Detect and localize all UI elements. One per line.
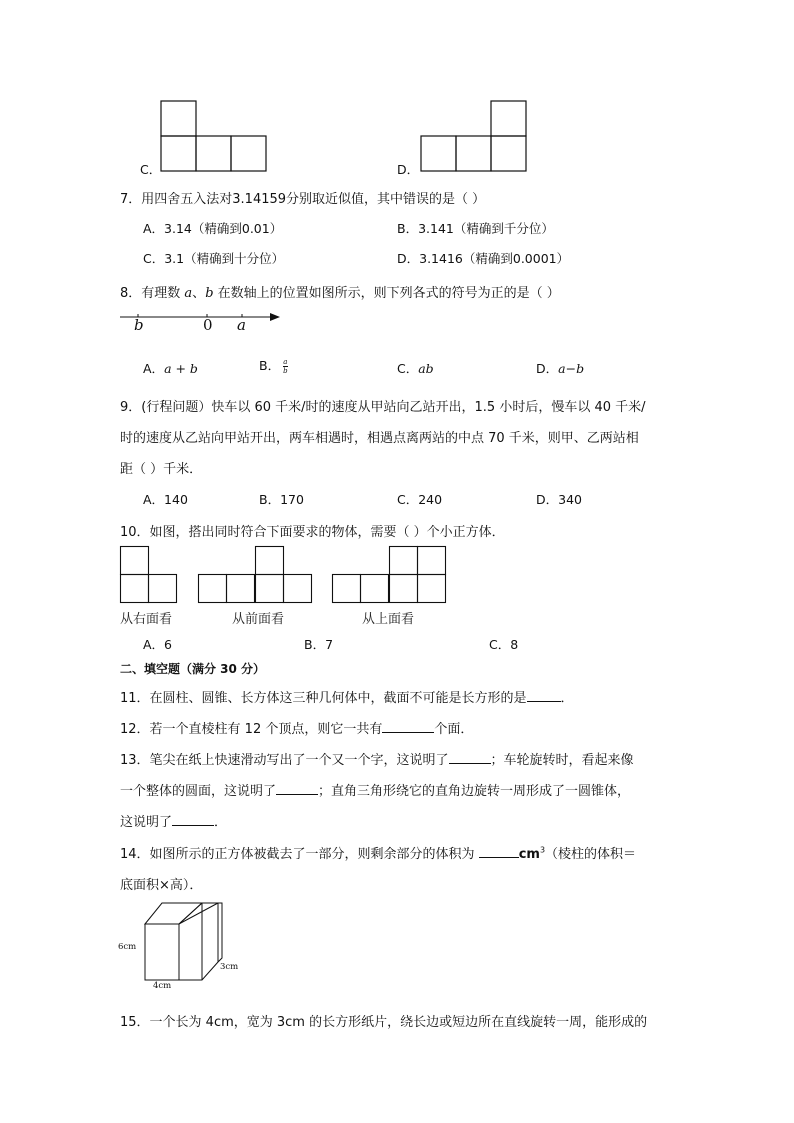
- q9-line-3: 距（ ）千米．: [120, 462, 203, 477]
- q9-option-d: D．340: [536, 492, 582, 507]
- q13-line-3: 这说明了 ．: [120, 815, 228, 830]
- q6-option-d-figure: [420, 100, 530, 172]
- answer-blank[interactable]: [449, 751, 491, 764]
- q7-option-d: D．3.1416（精确到0.0001）: [397, 251, 570, 266]
- number-line-arrow-icon: [270, 313, 280, 321]
- q9-line-2: 时的速度从乙站向甲站开出，两车相遇时，相遇点离两站的中点 70 千米，则甲、乙两站相: [120, 431, 639, 446]
- q10-stem: 10．如图，搭出同时符合下面要求的物体，需要（ ）个小正方体．: [120, 525, 505, 540]
- answer-blank[interactable]: [479, 845, 519, 858]
- q14-line-1: 14．如图所示的正方体被截去了一部分，则剩余部分的体积为 $cm^3$（棱柱的体积＝: [120, 845, 637, 862]
- q9-line-1: 9．(行程问题）快车以 60 千米/时的速度从甲站向乙站开出，1.5 小时后，慢车以 40 千米/: [120, 400, 646, 415]
- q7-option-b: B．3.141（精确到千分位）: [397, 221, 554, 236]
- axis-label-a: a: [237, 316, 246, 334]
- var-a: a: [184, 286, 193, 301]
- answer-blank[interactable]: [382, 720, 434, 733]
- axis-label-b: b: [134, 316, 144, 334]
- q10-option-b: B．7: [304, 637, 334, 652]
- q8-option-c: C．ab: [397, 361, 434, 376]
- q13-line-1: 13．笔尖在纸上快速滑动写出了一个又一个字，这说明了 ；车轮旋转时，看起来像: [120, 753, 634, 768]
- q10-front-view: [198, 546, 316, 604]
- q7-option-c: C．3.1（精确到十分位）: [143, 251, 285, 266]
- q10-right-view-label: 从右面看: [120, 612, 173, 627]
- q7-stem: 7．用四舍五入法对3.14159分别取近似值，其中错误的是（ ）: [120, 192, 486, 207]
- q9-option-b: B．170: [259, 492, 304, 507]
- q9-option-c: C．240: [397, 492, 443, 507]
- q8-stem: 8．有理数 a、b 在数轴上的位置如图所示，则下列各式的符号为正的是（ ）: [120, 286, 560, 301]
- q11-stem: 11．在圆柱、圆锥、长方体这三种几何体中，截面不可能是长方形的是 ．: [120, 691, 574, 706]
- q13-line-2: 一个整体的圆面，这说明了 ；直角三角形绕它的直角边旋转一周形成了一圆锥体，: [120, 784, 631, 799]
- q8-option-d: D．a−b: [536, 361, 585, 376]
- q14-line-2: 底面积×高）．: [120, 878, 203, 893]
- axis-label-zero: 0: [203, 316, 213, 334]
- q6-option-c-label: C．: [140, 162, 162, 177]
- q8-option-b: B． $\frac{a}{b}$: [259, 358, 288, 375]
- q9-option-a: A．140: [143, 492, 188, 507]
- fraction-a-over-b: $\frac{a}{b}$: [283, 358, 288, 375]
- answer-blank[interactable]: [276, 782, 318, 795]
- q6-option-d-label: D．: [397, 162, 420, 177]
- q12-stem: 12．若一个直棱柱有 12 个顶点，则它一共有 个面．: [120, 722, 474, 737]
- q10-option-c: C．8: [489, 637, 519, 652]
- section-heading: 二、填空题（满分 30 分）: [120, 662, 266, 676]
- q8-option-a: A．a + b: [143, 361, 198, 376]
- q15-line-1: 15．一个长为 4cm，宽为 3cm 的长方形纸片，绕长边或短边所在直线旋转一周，能形成的: [120, 1015, 648, 1030]
- q14-cut-cube-figure: [142, 900, 232, 982]
- answer-blank[interactable]: [172, 813, 214, 826]
- q14-dim-depth: 3cm: [220, 962, 239, 972]
- q10-top-view: [332, 546, 450, 604]
- answer-blank[interactable]: [527, 689, 561, 702]
- q14-dim-width: 4cm: [153, 981, 172, 991]
- q7-option-a: A．3.14（精确到0.01）: [143, 221, 283, 236]
- q10-right-view: [120, 546, 180, 604]
- q10-top-view-label: 从上面看: [362, 612, 415, 627]
- var-b: b: [205, 286, 214, 301]
- q6-option-c-figure: [160, 100, 270, 172]
- q10-front-view-label: 从前面看: [232, 612, 285, 627]
- q10-option-a: A．6: [143, 637, 173, 652]
- q14-dim-height: 6cm: [118, 942, 137, 952]
